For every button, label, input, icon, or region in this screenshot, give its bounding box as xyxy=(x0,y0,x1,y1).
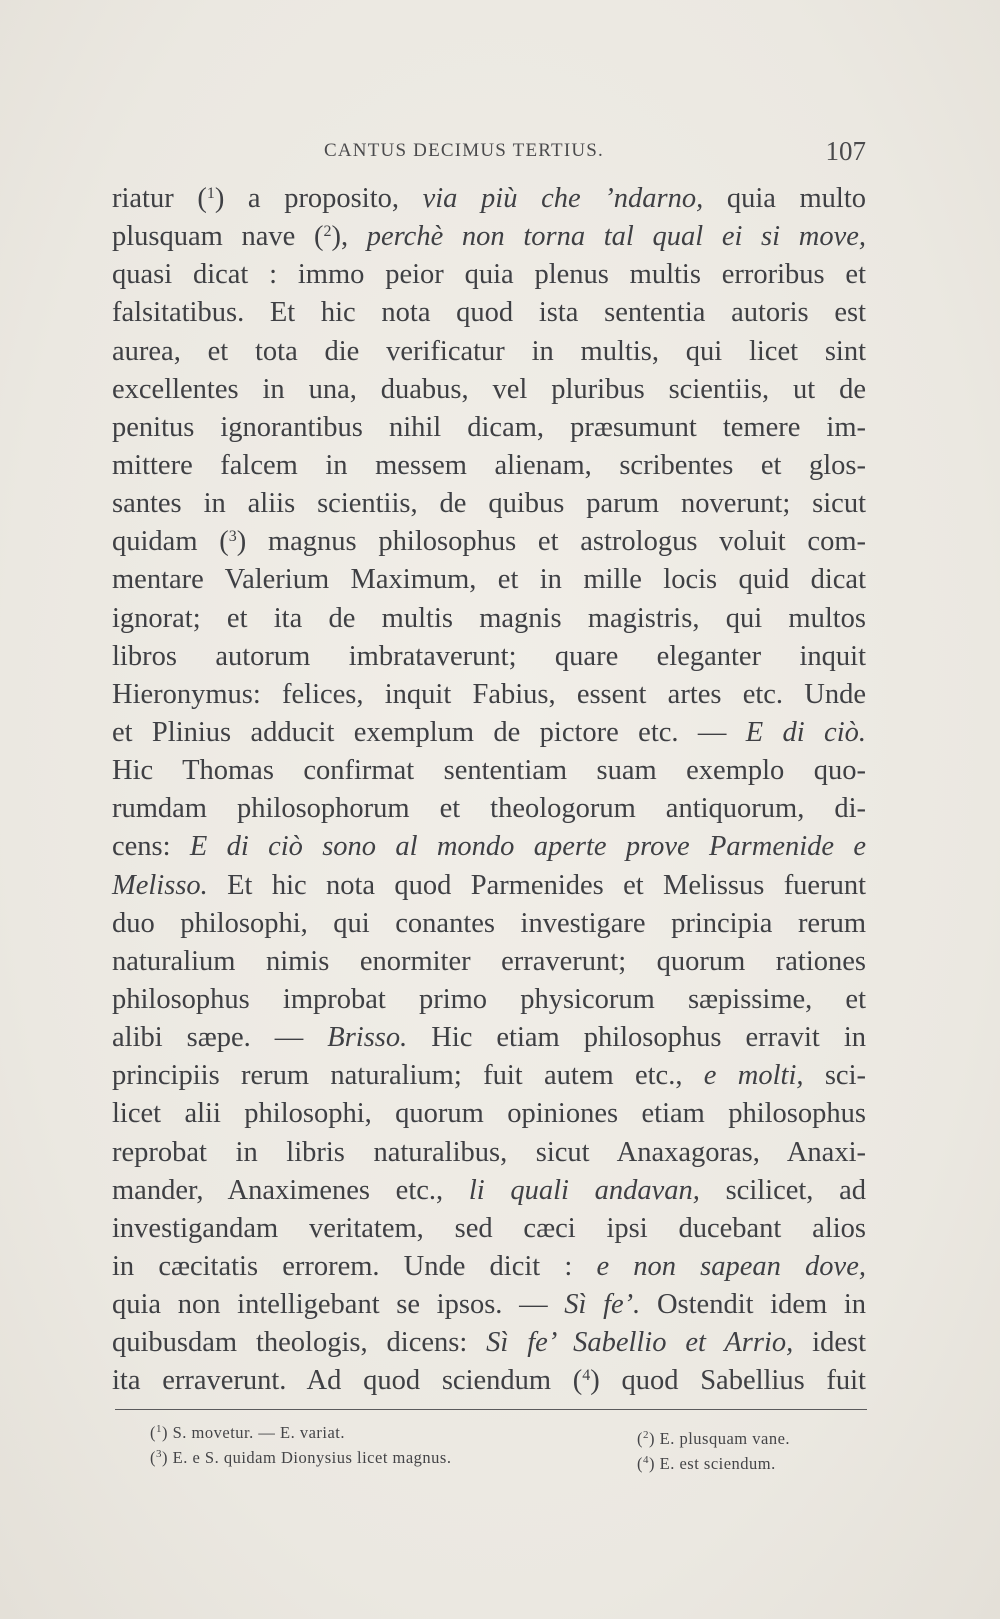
text-line xyxy=(112,1362,866,1400)
text-line xyxy=(112,1057,866,1095)
text-line xyxy=(112,409,866,447)
footnote-4: ($^4$) E. est sciendum. xyxy=(637,1454,776,1473)
text-run: plusquam nave ( xyxy=(112,221,324,253)
text-line xyxy=(112,1172,866,1210)
text-line xyxy=(112,828,866,866)
text-line xyxy=(112,1324,866,1362)
text-run: quibusdam theologis, dicens: xyxy=(112,1327,487,1359)
footnote-mark: 3 xyxy=(156,1448,162,1460)
footnote-ref: 1 xyxy=(206,185,215,202)
text-run: ) quod Sabellius fuit xyxy=(590,1365,866,1397)
text-run: in cæcitatis errorem. Unde dicit : xyxy=(112,1250,597,1282)
footnote-ref: 2 xyxy=(323,223,332,241)
text-line xyxy=(112,485,866,523)
text-run: reprobat in libris naturalibus, sicut Anaxagoras, Anaxi- xyxy=(112,1136,866,1168)
body-text xyxy=(112,180,866,1401)
text-run: cens: xyxy=(112,831,190,863)
text-line xyxy=(112,1286,866,1324)
running-head xyxy=(112,136,866,172)
text-run: Hieronymus: felices, inquit Fabius, essent artes etc. Unde xyxy=(112,678,866,710)
text-run: duo philosophi, qui conantes investigare principia rerum xyxy=(112,907,866,939)
italic-quote: li quali andavan, xyxy=(468,1174,700,1206)
text-run: ) magnus philosophus et astrologus voluit com- xyxy=(236,526,866,558)
italic-quote: e non sapean dove, xyxy=(596,1250,866,1282)
text-run: et Plinius adducit exemplum de pictore etc. — xyxy=(112,716,746,748)
footnotes xyxy=(150,1423,850,1483)
text-line xyxy=(112,943,866,981)
text-run: licet alii philosophi, quorum opiniones etiam philosophus xyxy=(112,1098,866,1130)
text-line xyxy=(112,1095,866,1133)
text-line xyxy=(112,752,866,790)
text-run: penitus ignorantibus nihil dicam, præsumunt temere im- xyxy=(112,411,866,443)
text-line xyxy=(112,447,866,485)
italic-quote: via più che ’ndarno, xyxy=(422,183,704,214)
footnote-text: E. est sciendum. xyxy=(659,1454,776,1473)
text-line xyxy=(112,905,866,943)
text-run: principiis rerum naturalium; fuit autem etc., xyxy=(112,1060,704,1092)
text-run: alibi sæpe. — xyxy=(112,1022,328,1054)
text-run: Hic Thomas confirmat sententiam suam exemplo quo- xyxy=(112,755,866,787)
text-line xyxy=(112,981,866,1019)
footnote-mark: 4 xyxy=(643,1454,649,1466)
text-run: ita erraverunt. Ad quod sciendum ( xyxy=(112,1365,583,1397)
footnote-mark: 1 xyxy=(156,1423,162,1435)
italic-quote: Sì fe’. xyxy=(564,1289,641,1321)
text-run: philosophus improbat primo physicorum sæpissime, et xyxy=(112,983,866,1015)
text-line xyxy=(112,523,866,561)
text-run: ) a proposito, xyxy=(214,183,423,214)
text-run: sci- xyxy=(803,1060,866,1092)
italic-quote: E di ciò. xyxy=(745,716,866,748)
text-run: Et hic nota quod Parmenides et Melissus fuerunt xyxy=(207,869,866,901)
text-line xyxy=(112,867,866,905)
footnote-text: S. movetur. — E. variat. xyxy=(172,1423,346,1442)
text-run: ), xyxy=(331,221,367,253)
text-line xyxy=(112,638,866,676)
text-run: mentare Valerium Maximum, et in mille locis quid dicat xyxy=(112,564,866,596)
text-line xyxy=(112,561,866,599)
text-run: mander, Anaximenes etc., xyxy=(112,1174,469,1206)
text-line xyxy=(112,1248,866,1286)
footnote-ref: 4 xyxy=(582,1367,591,1385)
footnote-text: E. e S. quidam Dionysius licet magnus. xyxy=(172,1448,452,1467)
text-run: santes in aliis scientiis, de quibus parum noverunt; sicut xyxy=(112,488,866,520)
text-run: quia non intelligebant se ipsos. — xyxy=(112,1289,565,1321)
text-line xyxy=(112,1210,866,1248)
italic-quote: E di ciò sono al mondo aperte prove Parmenide e xyxy=(189,831,866,863)
text-line xyxy=(112,600,866,638)
text-line xyxy=(112,371,866,409)
text-run: excellentes in una, duabus, vel pluribus scientiis, ut de xyxy=(112,373,866,405)
text-run: quia multo xyxy=(703,183,867,214)
footnote-2: ($^2$) E. plusquam vane. xyxy=(637,1429,791,1448)
footnote-text: E. plusquam vane. xyxy=(659,1429,791,1448)
text-run: Ostendit idem in xyxy=(640,1289,867,1321)
text-run: riatur ( xyxy=(112,183,207,214)
text-run: naturalium nimis enormiter erraverunt; quorum rationes xyxy=(112,945,866,977)
text-line xyxy=(112,333,866,371)
text-line xyxy=(112,218,866,256)
italic-quote: perchè non torna tal qual ei si move, xyxy=(366,221,866,253)
text-line xyxy=(112,256,866,294)
footnote-rule xyxy=(115,1409,867,1410)
italic-quote: e molti, xyxy=(703,1060,804,1092)
running-title: CANTUS DECIMUS TERTIUS. xyxy=(324,140,604,161)
text-line xyxy=(112,1019,866,1057)
italic-quote: Sì fe’ Sabellio et Arrio, xyxy=(486,1327,794,1359)
text-run: mittere falcem in messem alienam, scribentes et glos- xyxy=(112,449,866,481)
footnote-mark: 2 xyxy=(643,1429,649,1441)
text-run: quasi dicat : immo peior quia plenus multis erroribus et xyxy=(112,259,866,291)
text-line xyxy=(112,676,866,714)
text-line xyxy=(112,790,866,828)
text-line xyxy=(112,714,866,752)
footnote-1: ($^1$) S. movetur. — E. variat. xyxy=(150,1423,346,1442)
italic-quote: Melisso. xyxy=(112,869,208,901)
italic-quote: Brisso. xyxy=(327,1022,408,1054)
footnote-3: ($^3$) E. e S. quidam Dionysius licet magnus. xyxy=(150,1448,452,1467)
text-run: aurea, et tota die verificatur in multis, qui licet sint xyxy=(112,335,866,367)
text-run: Hic etiam philosophus erravit in xyxy=(407,1022,867,1054)
text-run: falsitatibus. Et hic nota quod ista sententia autoris est xyxy=(112,297,866,329)
text-line xyxy=(112,1134,866,1172)
page-number: 107 xyxy=(825,136,866,166)
text-run: rumdam philosophorum et theologorum antiquorum, di- xyxy=(112,793,866,825)
text-run: scilicet, ad xyxy=(699,1174,867,1206)
text-run: idest xyxy=(793,1327,866,1359)
text-line xyxy=(112,180,866,218)
footnote-ref: 3 xyxy=(228,528,237,546)
text-run: libros autorum imbrataverunt; quare eleganter inquit xyxy=(112,640,866,672)
text-run: investigandam veritatem, sed cæci ipsi ducebant alios xyxy=(112,1212,866,1244)
text-run: quidam ( xyxy=(112,526,229,558)
text-line xyxy=(112,294,866,332)
text-run: ignorat; et ita de multis magnis magistris, qui multos xyxy=(112,602,866,634)
